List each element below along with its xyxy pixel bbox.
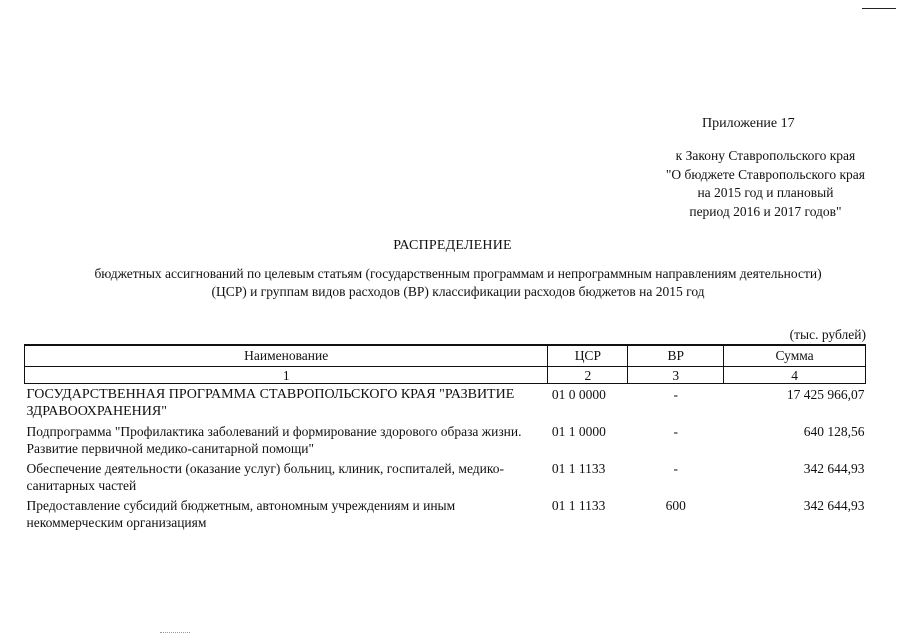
column-number: 4: [724, 367, 866, 384]
table-row: [25, 495, 866, 532]
column-number: 1: [25, 367, 548, 384]
document-title: РАСПРЕДЕЛЕНИЕ: [393, 238, 512, 253]
row-csr: 01 1 1133: [551, 498, 606, 513]
appendix-number: Приложение 17: [702, 116, 795, 131]
law-reference: [666, 147, 865, 221]
row-vr: 600: [665, 498, 686, 513]
row-vr: -: [673, 424, 678, 439]
subtitle-line-1: бюджетных ассигнований по целевым статьям (государственным программам и непрограммным направлениям деятельности): [94, 266, 822, 281]
row-name: Обеспечение деятельности (оказание услуг) больниц, клиник, госпиталей, медико-санитарных частей: [26, 461, 504, 493]
row-sum: 342 644,93: [803, 461, 865, 476]
header-csr: ЦСР: [548, 345, 628, 367]
row-csr: 01 0 0000: [551, 387, 606, 402]
table-row: [25, 384, 866, 422]
table-header-row: [25, 345, 866, 367]
row-csr: 01 1 1133: [551, 461, 606, 476]
column-number: 2: [548, 367, 628, 384]
table-row: [25, 458, 866, 495]
row-vr: -: [673, 387, 678, 402]
header-sum: Сумма: [724, 345, 866, 367]
subtitle-line-2: (ЦСР) и группам видов расходов (ВР) классификации расходов бюджетов на 2015 год: [211, 284, 705, 299]
law-line: "О бюджете Ставропольского края: [665, 166, 865, 182]
law-line: на 2015 год и плановый: [697, 185, 834, 200]
row-sum: 17 425 966,07: [786, 387, 865, 402]
column-number: 3: [628, 367, 724, 384]
allocation-table: [24, 344, 866, 532]
row-sum: 342 644,93: [803, 498, 865, 513]
header-vr: ВР: [628, 345, 724, 367]
row-csr: 01 1 0000: [551, 424, 606, 439]
header-name: Наименование: [25, 345, 548, 367]
column-number-row: [25, 367, 866, 384]
row-name: Подпрограмма "Профилактика заболеваний и формирование здорового образа жизни. Развитие первичной медико-санитарной помощи": [26, 424, 522, 456]
row-name: ГОСУДАРСТВЕННАЯ ПРОГРАММА СТАВРОПОЛЬСКОГО КРАЯ "РАЗВИТИЕ ЗДРАВООХРАНЕНИЯ": [26, 387, 515, 419]
table-row: [25, 421, 866, 458]
law-line: период 2016 и 2017 годов": [689, 203, 842, 219]
scan-artifact-mark: [160, 632, 190, 633]
top-right-line: [862, 8, 896, 9]
units-label: (тыс. рублей): [789, 327, 866, 342]
row-name: Предоставление субсидий бюджетным, автономным учреждениям и иным некоммерческим организациям: [26, 498, 456, 530]
law-line: к Закону Ставропольского края: [675, 148, 856, 163]
row-sum: 640 128,56: [803, 424, 865, 439]
document-subtitle: [28, 265, 888, 301]
row-vr: -: [673, 461, 678, 476]
